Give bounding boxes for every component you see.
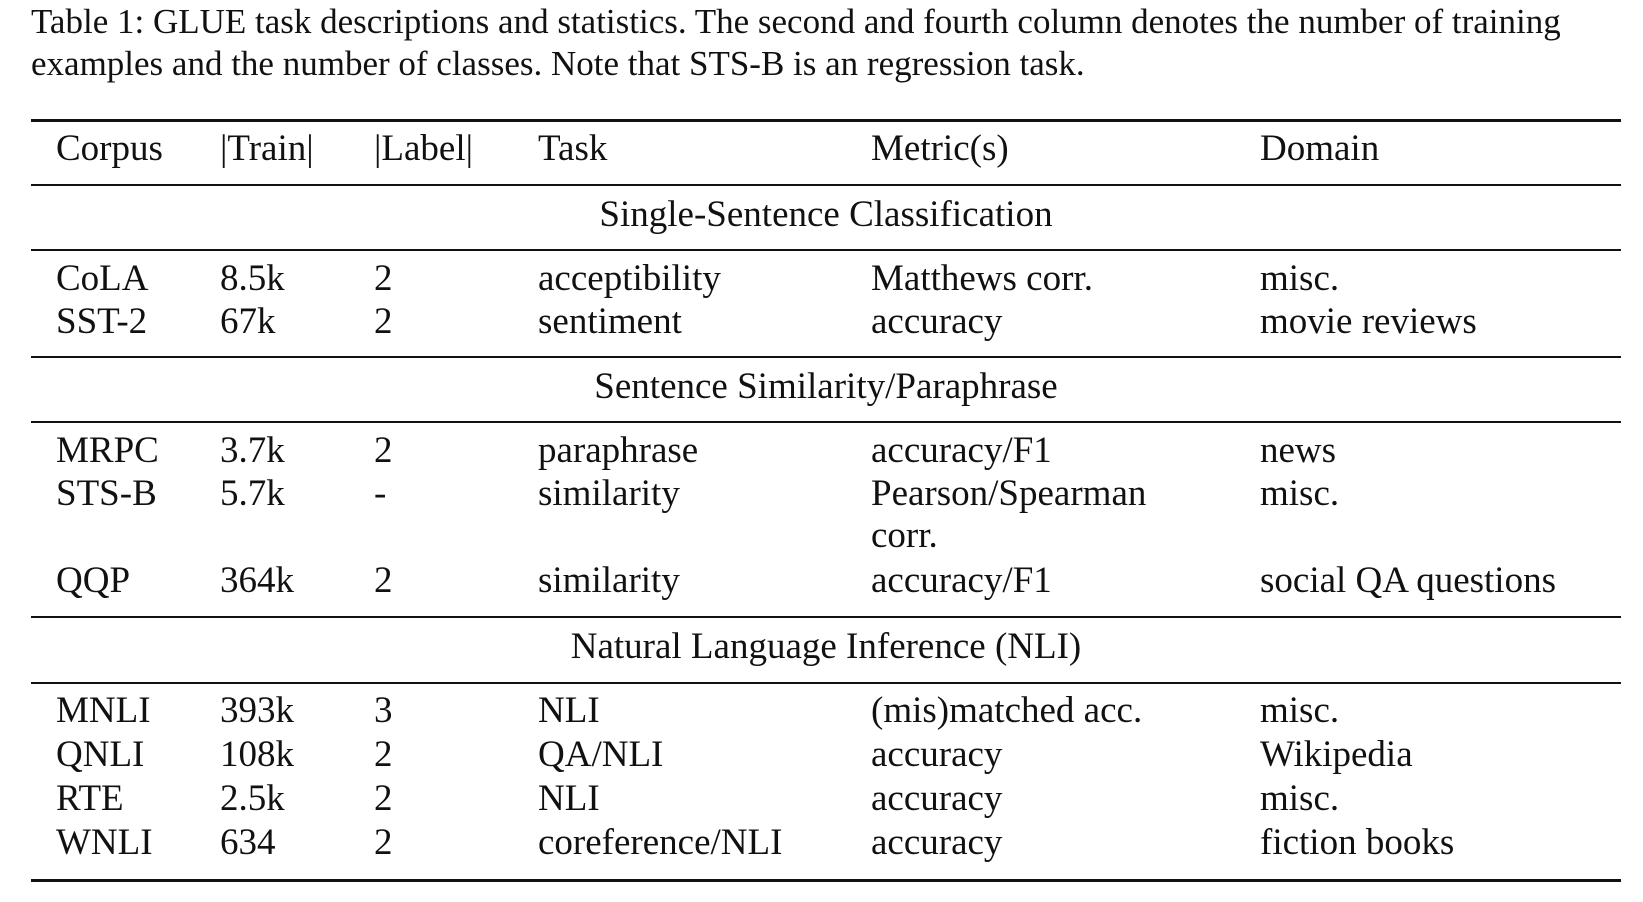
cell-train: 634: [220, 822, 276, 863]
cell-task: QA/NLI: [538, 734, 664, 775]
cell-train: 8.5k: [220, 258, 285, 299]
cell-metric: Pearson/Spearman corr.: [871, 473, 1147, 556]
section-rule: [31, 249, 1621, 251]
cell-corpus: SST-2: [56, 301, 148, 342]
cell-train: 393k: [220, 690, 294, 731]
cell-label: 2: [374, 822, 393, 863]
cell-metric: accuracy: [871, 734, 1003, 775]
cell-corpus: MNLI: [56, 690, 151, 731]
cell-train: 2.5k: [220, 778, 285, 819]
cell-domain: Wikipedia: [1260, 734, 1413, 775]
cell-label: -: [374, 473, 387, 514]
cell-domain: news: [1260, 430, 1337, 471]
cell-corpus: WNLI: [56, 822, 153, 863]
cell-train: 364k: [220, 560, 294, 601]
section-rule: [31, 682, 1621, 684]
cell-train: 3.7k: [220, 430, 285, 471]
header-rule: [31, 184, 1621, 186]
cell-corpus: QQP: [56, 560, 131, 601]
cell-metric: accuracy: [871, 822, 1003, 863]
header-task: Task: [538, 128, 608, 169]
cell-task: NLI: [538, 690, 600, 731]
cell-train: 5.7k: [220, 473, 285, 514]
cell-domain: misc.: [1260, 473, 1340, 514]
cell-domain: misc.: [1260, 690, 1340, 731]
table-bottom-rule: [31, 879, 1621, 882]
section-rule: [31, 356, 1621, 358]
header-domain: Domain: [1260, 128, 1380, 169]
cell-corpus: CoLA: [56, 258, 149, 299]
cell-domain: misc.: [1260, 258, 1340, 299]
cell-corpus: STS-B: [56, 473, 157, 514]
cell-label: 2: [374, 301, 393, 342]
cell-task: coreference/NLI: [538, 822, 783, 863]
cell-label: 2: [374, 258, 393, 299]
cell-train: 67k: [220, 301, 276, 342]
section-title: Single-Sentence Classification: [599, 194, 1053, 235]
cell-metric: (mis)matched acc.: [871, 690, 1143, 731]
cell-corpus: RTE: [56, 778, 124, 819]
cell-task: NLI: [538, 778, 600, 819]
header-label: |Label|: [374, 128, 474, 169]
cell-task: sentiment: [538, 301, 682, 342]
cell-domain: social QA questions: [1260, 560, 1556, 601]
cell-task: paraphrase: [538, 430, 699, 471]
section-rule: [31, 421, 1621, 423]
cell-metric: accuracy: [871, 778, 1003, 819]
header-metric: Metric(s): [871, 128, 1009, 169]
cell-metric: accuracy/F1: [871, 560, 1052, 601]
cell-metric: accuracy: [871, 301, 1003, 342]
cell-task: acceptibility: [538, 258, 721, 299]
cell-domain: fiction books: [1260, 822, 1455, 863]
section-title: Sentence Similarity/Paraphrase: [594, 366, 1058, 407]
cell-task: similarity: [538, 473, 680, 514]
cell-label: 3: [374, 690, 393, 731]
cell-label: 2: [374, 778, 393, 819]
cell-metric: Matthews corr.: [871, 258, 1093, 299]
cell-train: 108k: [220, 734, 294, 775]
header-corpus: Corpus: [56, 128, 163, 169]
cell-corpus: QNLI: [56, 734, 145, 775]
cell-domain: misc.: [1260, 778, 1340, 819]
cell-domain: movie reviews: [1260, 301, 1477, 342]
header-train: |Train|: [220, 128, 314, 169]
table-top-rule: [31, 119, 1621, 122]
cell-label: 2: [374, 560, 393, 601]
table-caption: Table 1: GLUE task descriptions and statistics. The second and fourth column denotes the number of training examples and the number of classes. Note that STS-B is an regression task.: [31, 2, 1561, 83]
cell-metric: accuracy/F1: [871, 430, 1052, 471]
section-title: Natural Language Inference (NLI): [570, 626, 1082, 667]
section-rule: [31, 616, 1621, 618]
cell-label: 2: [374, 430, 393, 471]
cell-label: 2: [374, 734, 393, 775]
cell-corpus: MRPC: [56, 430, 159, 471]
cell-task: similarity: [538, 560, 680, 601]
